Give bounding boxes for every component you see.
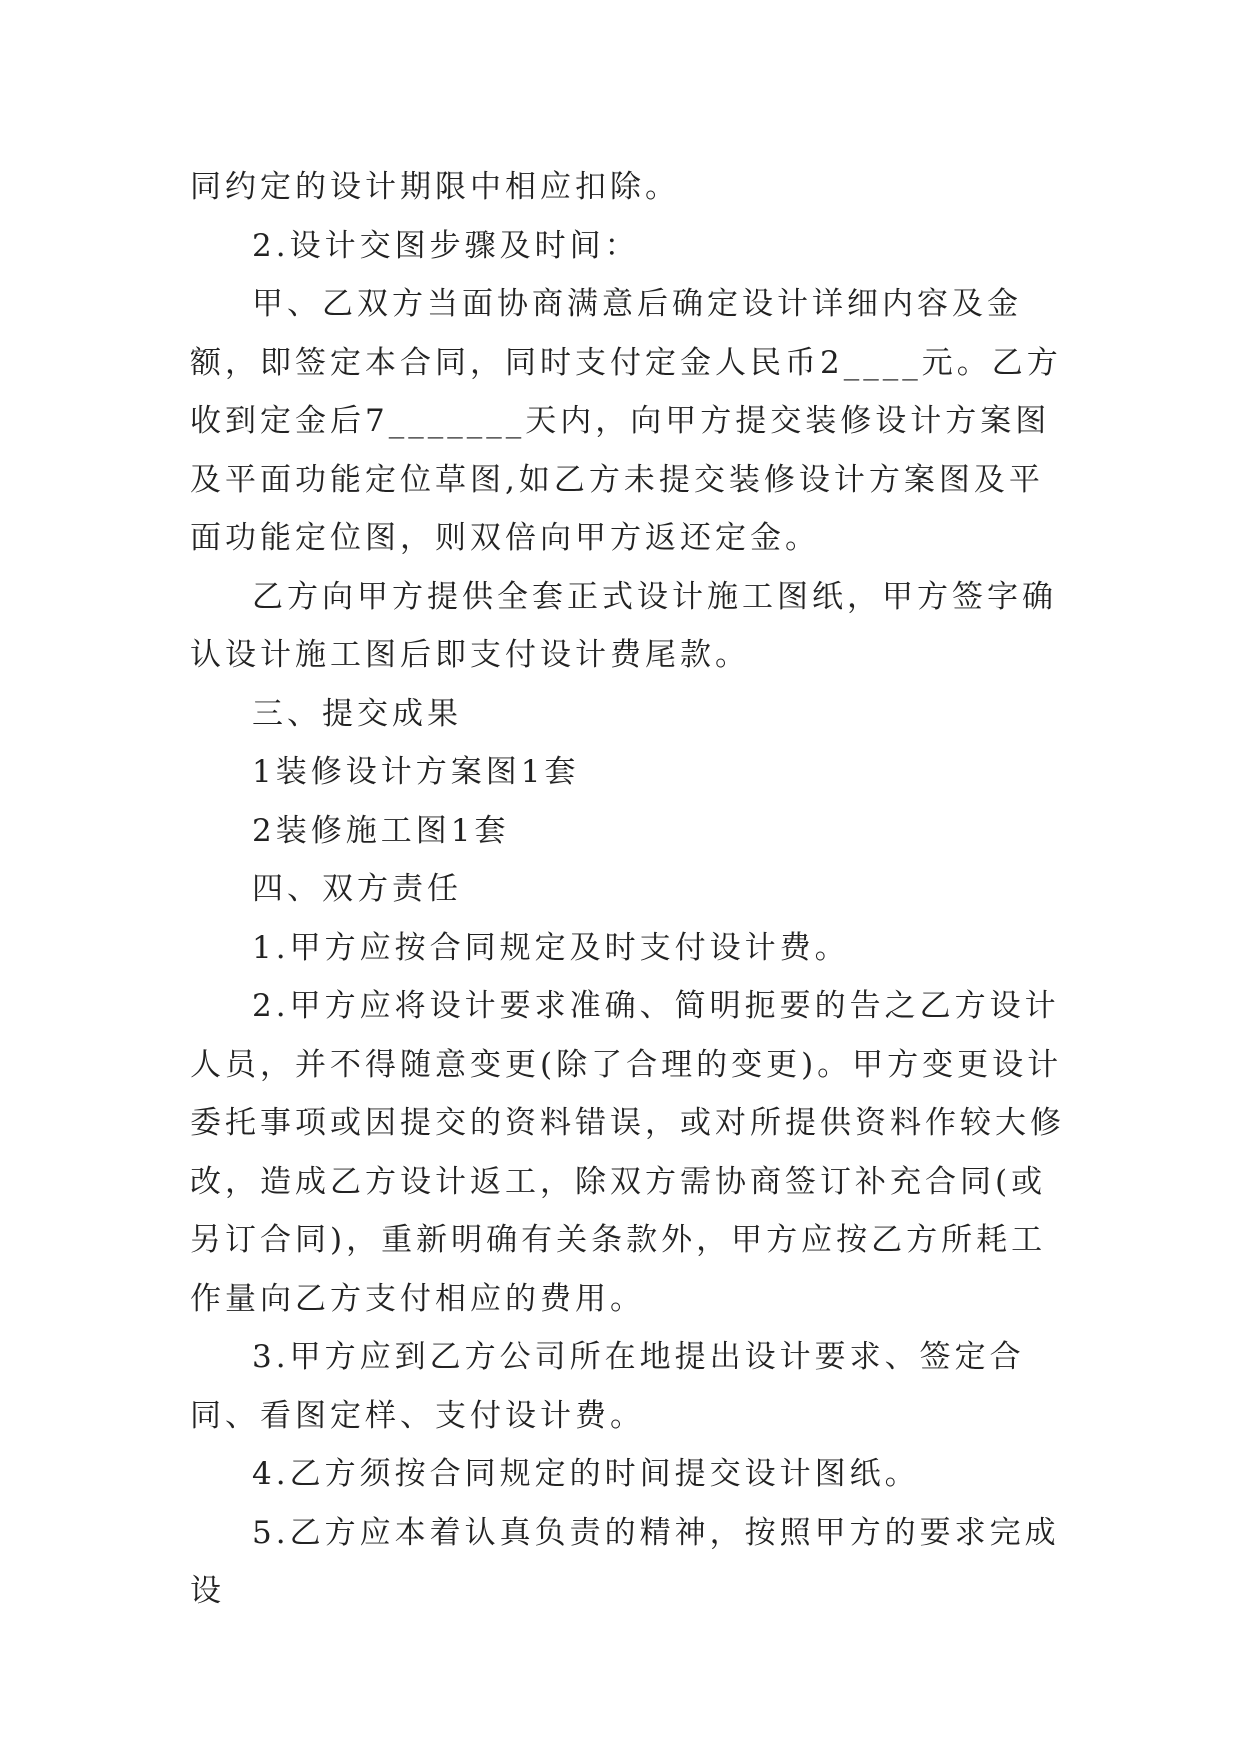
paragraph-continuation: 同约定的设计期限中相应扣除。 bbox=[190, 169, 680, 205]
section-heading-responsibilities: 四、双方责任 bbox=[252, 871, 462, 907]
responsibility-item-2: 2.甲方应将设计要求准确、简明扼要的告之乙方设计人员，并不得随意变更(除了合理的变更)。甲方变更设计委托事项或因提交的资料错误，或对所提供资料作较大修改，造成乙方设计返工，除双方需协商签订补充合同(或另订合同)，重新明确有关条款外，甲方应按乙方所耗工作量向乙方支付相应的费用。 bbox=[190, 988, 1065, 1317]
responsibility-item-1: 1.甲方应按合同规定及时支付设计费。 bbox=[252, 929, 850, 966]
deliverable-item-1: 1装修设计方案图1套 bbox=[252, 754, 580, 790]
responsibility-item-4: 4.乙方须按合同规定的时间提交设计图纸。 bbox=[252, 1456, 920, 1492]
section-heading-deliverables: 三、提交成果 bbox=[252, 695, 462, 732]
paragraph-construction-drawings: 乙方向甲方提供全套正式设计施工图纸，甲方签字确认设计施工图后即支付设计费尾款。 bbox=[190, 578, 1057, 673]
document-body bbox=[190, 158, 1070, 1621]
paragraph-deposit-terms: 甲、乙双方当面协商满意后确定设计详细内容及金额，即签定本合同，同时支付定金人民币2____元。乙方收到定金后7_______天内，向甲方提交装修设计方案图及平面功能定位草图,如乙方未提交装修设计方案图及平面功能定位图，则双倍向甲方返还定金。 bbox=[190, 286, 1062, 556]
responsibility-item-5: 5.乙方应本着认真负责的精神，按照甲方的要求完成设 bbox=[190, 1514, 1060, 1609]
paragraph-design-steps-heading: 2.设计交图步骤及时间： bbox=[252, 227, 640, 264]
deliverable-item-2: 2装修施工图1套 bbox=[252, 812, 510, 849]
responsibility-item-3: 3.甲方应到乙方公司所在地提出设计要求、签定合同、看图定样、支付设计费。 bbox=[190, 1339, 1025, 1434]
